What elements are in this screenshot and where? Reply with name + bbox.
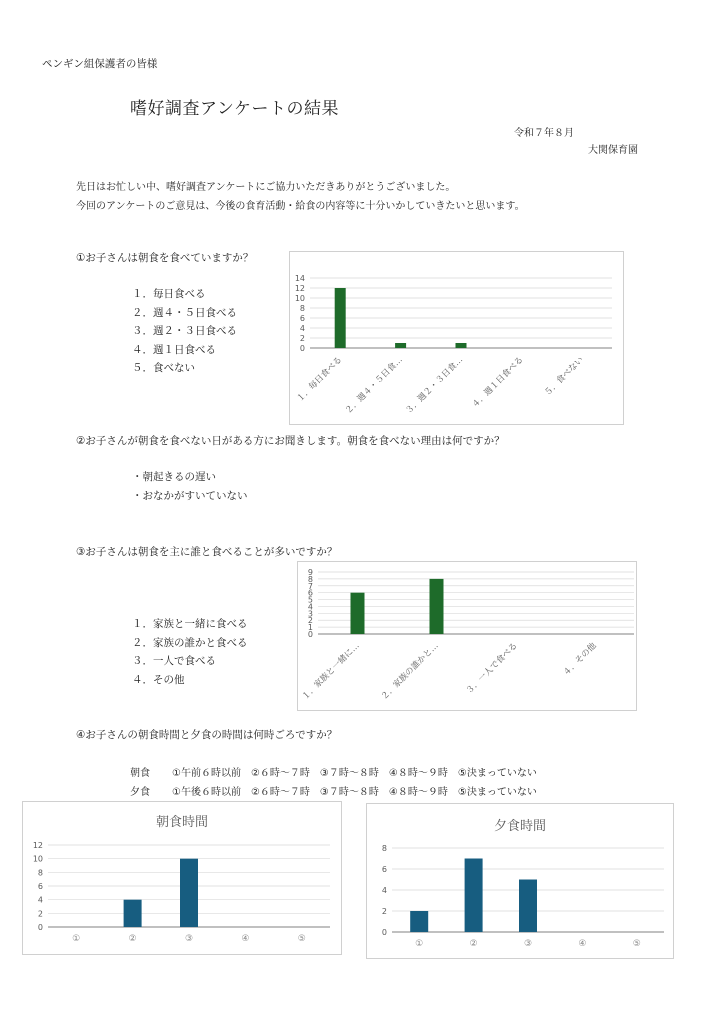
addressee: ペンギン組保護者の皆様	[42, 58, 158, 70]
y-tick-label: 9	[307, 568, 313, 577]
q3-chart	[298, 562, 636, 710]
y-tick-label: 8	[37, 868, 43, 878]
page-title: 嗜好調査アンケートの結果	[130, 99, 339, 119]
breakfast-chart-frame	[22, 801, 342, 955]
y-tick-label: 6	[37, 882, 43, 891]
x-category-label: ⑤	[632, 939, 641, 949]
x-category-label: ３．一人で食べる	[464, 641, 520, 697]
y-tick-label: 4	[381, 886, 387, 895]
y-tick-label: 0	[299, 344, 305, 353]
y-tick-label: 10	[32, 854, 43, 864]
q3-option: ４．その他	[132, 673, 185, 686]
bar	[519, 880, 537, 933]
x-category-label: ②	[128, 934, 137, 944]
x-category-label: ④	[578, 939, 587, 949]
bar	[456, 343, 467, 348]
q2-answers	[132, 468, 248, 505]
dinner-chart-frame	[366, 803, 674, 959]
y-tick-label: 3	[307, 609, 313, 619]
q4-question: ④お子さんの朝食時間と夕食の時間は何時ごろですか？	[76, 729, 338, 741]
x-category-label: ⑤	[297, 934, 306, 944]
bar	[430, 579, 444, 634]
organization-name: 大関保育園	[588, 145, 638, 156]
dinner-label: 夕食	[130, 787, 150, 798]
bar	[395, 343, 406, 348]
y-tick-label: 8	[299, 304, 305, 313]
bar	[124, 900, 142, 927]
y-tick-label: 6	[381, 865, 387, 874]
y-tick-label: 6	[299, 314, 305, 323]
x-category-label: ②	[469, 939, 478, 949]
x-category-label: １．毎日食べる	[295, 355, 345, 405]
q1-option: ５．食べない	[132, 362, 195, 374]
x-category-label: ①	[72, 934, 81, 944]
breakfast-chart	[23, 802, 341, 954]
x-category-label: ４．その他	[561, 641, 599, 679]
intro-line-2: 今回のアンケートのご意見は、今後の食育活動・給食の内容等に十分いかしていきたいと思います。	[76, 201, 525, 212]
intro-line-1: 先日はお忙しい中、嗜好調査アンケートにご協力いただきありがとうございました。	[76, 182, 456, 193]
q2-answer: ・おなかがすいていない	[132, 489, 248, 502]
dinner-chart	[367, 804, 673, 958]
q3-question: ③お子さんは朝食を主に誰と食べることが多いですか？	[76, 546, 338, 558]
q3-option: ３．一人で食べる	[132, 655, 216, 667]
y-tick-label: 1	[307, 623, 313, 633]
y-tick-label: 12	[32, 841, 43, 850]
y-tick-label: 2	[299, 334, 305, 343]
y-tick-label: 0	[381, 928, 387, 937]
x-category-label: ５．食べない	[542, 355, 586, 399]
q1-options	[132, 285, 237, 378]
y-tick-label: 0	[37, 923, 43, 932]
q2-answer: ・朝起きるの遅い	[132, 471, 216, 483]
y-tick-label: 4	[299, 324, 305, 333]
q1-option: ３．週２・３日食べる	[132, 325, 237, 337]
x-category-label: ２．週４・５日食…	[343, 355, 405, 417]
q1-option: １．毎日食べる	[132, 288, 206, 300]
x-category-label: １．家族と一緒に…	[300, 641, 362, 703]
chart-title: 朝食時間	[155, 815, 209, 830]
x-category-label: ４．週１日食べる	[470, 355, 526, 411]
chart-title: 夕食時間	[493, 819, 547, 834]
q3-option: ２．家族の誰かと食べる	[132, 636, 248, 649]
y-tick-label: 7	[307, 581, 313, 591]
bar	[180, 859, 198, 927]
x-category-label: ③	[184, 934, 194, 944]
y-tick-label: 2	[381, 907, 387, 916]
breakfast-options: ①午前６時以前 ②６時〜７時 ③７時〜８時 ④８時〜９時 ⑤決まっていない	[172, 768, 537, 779]
y-tick-label: 6	[307, 588, 313, 598]
bar	[335, 288, 346, 348]
q1-question: ①お子さんは朝食を食べていますか？	[76, 252, 254, 264]
x-category-label: ３．週２・３日食…	[403, 355, 466, 417]
y-tick-label: 4	[307, 602, 313, 612]
y-tick-label: 4	[37, 895, 43, 905]
y-tick-label: 2	[37, 909, 43, 919]
q1-option: ２．週４・５日食べる	[132, 306, 237, 319]
x-category-label: ①	[415, 939, 424, 949]
q3-option: １．家族と一緒に食べる	[132, 618, 248, 630]
y-tick-label: 14	[294, 274, 305, 283]
q3-options	[132, 615, 248, 689]
y-tick-label: 5	[307, 595, 313, 605]
y-tick-label: 12	[294, 284, 305, 293]
y-tick-label: 0	[307, 630, 313, 639]
x-category-label: ④	[241, 934, 250, 944]
x-category-label: ③	[523, 939, 533, 949]
bar	[465, 859, 483, 933]
q1-option: ４．週１日食べる	[132, 343, 216, 356]
dinner-options: ①午後６時以前 ②６時〜７時 ③７時〜８時 ④８時〜９時 ⑤決まっていない	[172, 787, 537, 798]
q2-question: ②お子さんが朝食を食べない日がある方にお聞きします。朝食を食べない理由は何ですか？	[76, 435, 505, 447]
y-tick-label: 8	[307, 574, 313, 584]
y-tick-label: 8	[381, 844, 387, 853]
q1-chart	[290, 252, 623, 424]
y-tick-label: 2	[307, 616, 313, 626]
q1-chart-frame	[289, 251, 624, 425]
breakfast-label: 朝食	[130, 768, 150, 779]
y-tick-label: 10	[294, 294, 305, 303]
x-category-label: ２．家族の誰かと…	[379, 641, 441, 703]
q3-chart-frame	[297, 561, 637, 711]
bar	[410, 911, 428, 932]
issue-date: 令和７年８月	[514, 128, 574, 139]
bar	[351, 593, 365, 634]
